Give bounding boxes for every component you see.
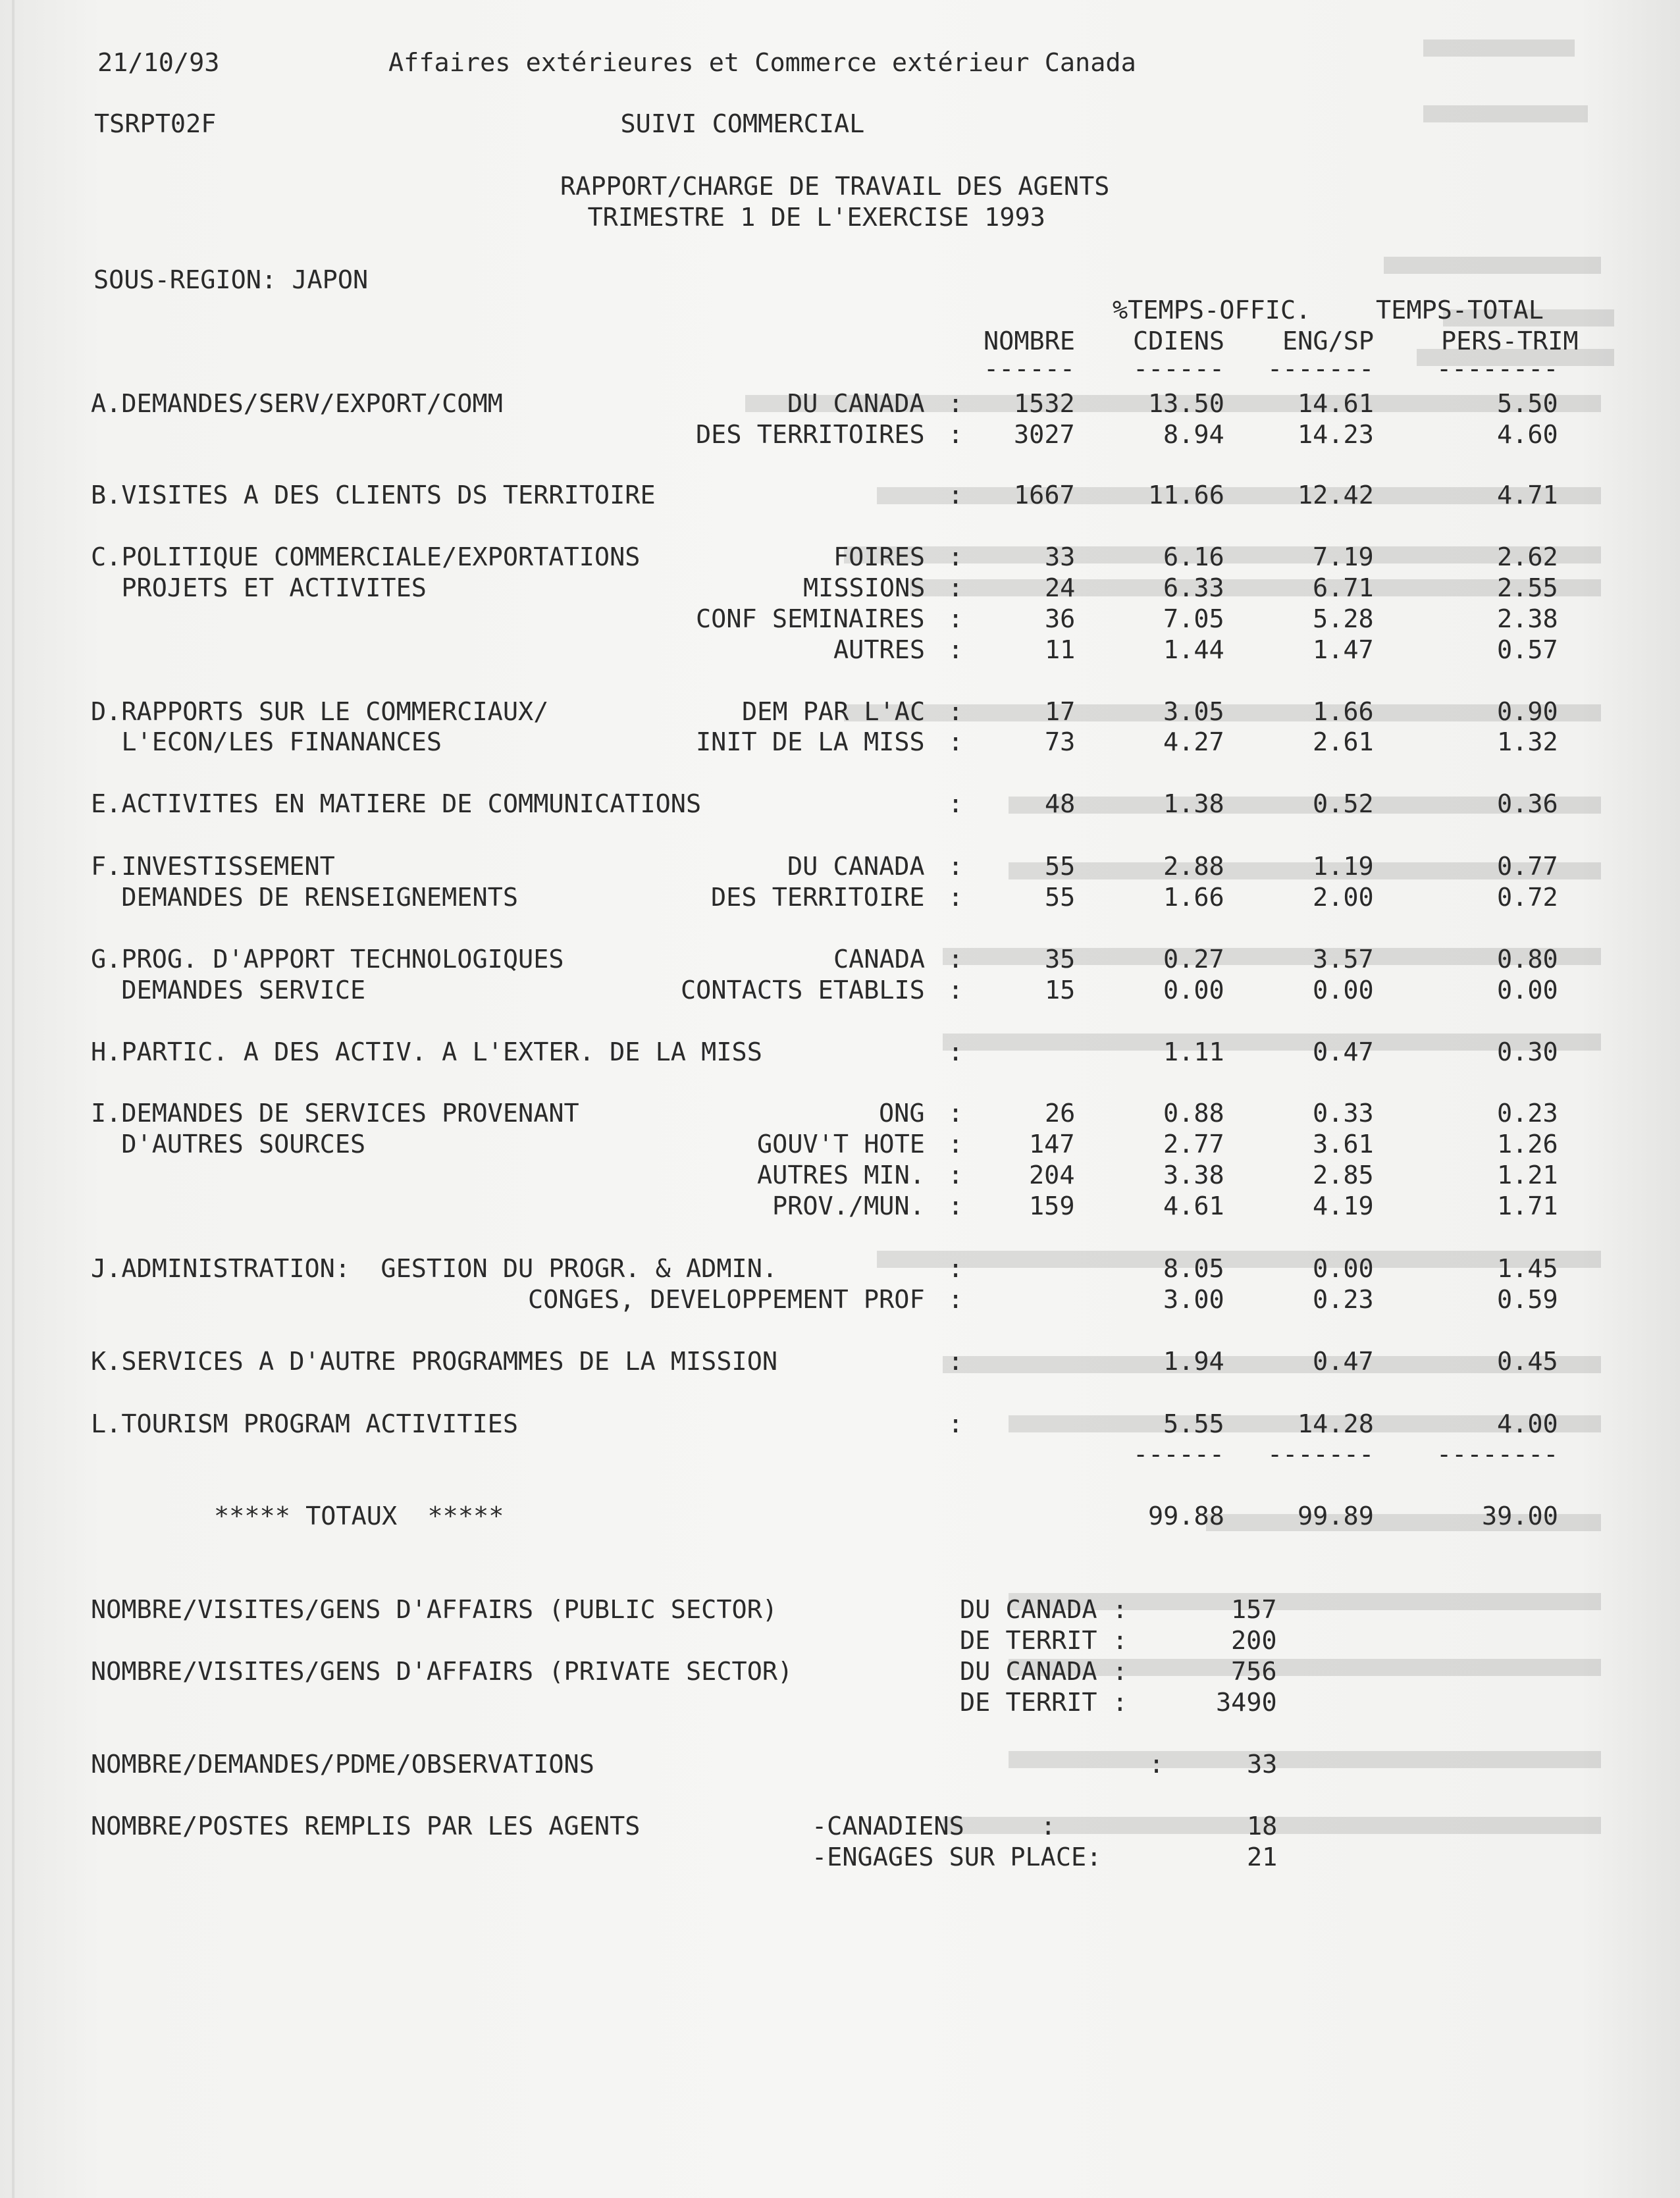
row-cdiens: 3.05	[1163, 697, 1224, 727]
column-cdiens-header: CDIENS	[1133, 327, 1225, 356]
row-colon: :	[948, 1161, 964, 1190]
row-pers-trim: 2.38	[1497, 604, 1558, 634]
row-colon: :	[948, 1254, 964, 1284]
postes-engages-label: -ENGAGES SUR PLACE:	[812, 1843, 1102, 1872]
row-cdiens: 1.38	[1163, 789, 1224, 819]
row-colon: :	[948, 1099, 964, 1128]
row-pers-trim: 0.45	[1497, 1347, 1558, 1376]
row-label: PROJETS ET ACTIVITES	[91, 573, 427, 603]
row-engsp: 1.66	[1313, 697, 1374, 727]
row-engsp: 12.42	[1298, 481, 1374, 510]
totals-pers-trim: 39.00	[1482, 1502, 1558, 1531]
row-nombre: 55	[1045, 883, 1076, 912]
row-label: J.ADMINISTRATION: GESTION DU PROGR. & ADMIN.	[91, 1254, 778, 1284]
row-sub-label: ONG	[879, 1099, 925, 1128]
row-sub-label: CONF SEMINAIRES	[696, 604, 925, 634]
row-engsp: 3.57	[1313, 945, 1374, 974]
row-label: H.PARTIC. A DES ACTIV. A L'EXTER. DE LA MISS	[91, 1037, 762, 1067]
row-nombre: 17	[1045, 697, 1076, 727]
row-colon: :	[948, 1347, 964, 1376]
row-engsp: 14.61	[1298, 389, 1374, 419]
row-pers-trim: 0.23	[1497, 1099, 1558, 1128]
row-engsp: 3.61	[1313, 1130, 1374, 1159]
row-pers-trim: 1.21	[1497, 1161, 1558, 1190]
row-colon: :	[948, 1037, 964, 1067]
row-nombre: 1667	[1014, 481, 1075, 510]
row-engsp: 4.19	[1313, 1191, 1374, 1221]
organization-name: Affaires extérieures et Commerce extérieur Canada	[388, 48, 1136, 78]
row-sub-label: PROV./MUN.	[772, 1191, 925, 1221]
row-colon: :	[948, 1409, 964, 1439]
column-pers-trim-header: PERS-TRIM	[1441, 327, 1579, 356]
row-colon: :	[948, 1130, 964, 1159]
row-pers-trim: 0.36	[1497, 789, 1558, 819]
row-cdiens: 8.05	[1163, 1254, 1224, 1284]
row-sub-label: AUTRES MIN.	[757, 1161, 925, 1190]
subregion-label: SOUS-REGION: JAPON	[93, 265, 369, 295]
row-colon: :	[948, 573, 964, 603]
row-cdiens: 3.38	[1163, 1161, 1224, 1190]
row-colon: :	[948, 976, 964, 1005]
row-colon: :	[948, 1191, 964, 1221]
row-sub-label: DEM PAR L'AC	[742, 697, 926, 727]
row-label: L.TOURISM PROGRAM ACTIVITIES	[91, 1409, 519, 1439]
demandes-value: 33	[1247, 1750, 1278, 1779]
row-pers-trim: 1.26	[1497, 1130, 1558, 1159]
row-engsp: 1.47	[1313, 635, 1374, 665]
row-pers-trim: 2.62	[1497, 542, 1558, 572]
row-cdiens: 1.11	[1163, 1037, 1224, 1067]
row-pers-trim: 5.50	[1497, 389, 1558, 419]
row-pers-trim: 4.71	[1497, 481, 1558, 510]
row-nombre: 15	[1045, 976, 1076, 1005]
row-sub-label: CONGES, DEVELOPPEMENT PROF	[528, 1285, 925, 1315]
row-sub-label: MISSIONS	[803, 573, 926, 603]
row-label: DEMANDES SERVICE	[91, 976, 366, 1005]
report-code: TSRPT02F	[94, 109, 217, 139]
row-cdiens: 1.66	[1163, 883, 1224, 912]
row-cdiens: 4.61	[1163, 1191, 1224, 1221]
row-pers-trim: 1.32	[1497, 727, 1558, 757]
row-engsp: 0.00	[1313, 1254, 1374, 1284]
row-nombre: 36	[1045, 604, 1076, 634]
row-engsp: 0.00	[1313, 976, 1374, 1005]
row-sub-label: CONTACTS ETABLIS	[681, 976, 925, 1005]
row-nombre: 55	[1045, 852, 1076, 881]
row-label: C.POLITIQUE COMMERCIALE/EXPORTATIONS	[91, 542, 641, 572]
row-sub-label: DU CANADA	[787, 389, 925, 419]
row-nombre: 35	[1045, 945, 1076, 974]
column-engsp-header: ENG/SP	[1282, 327, 1375, 356]
row-engsp: 1.19	[1313, 852, 1374, 881]
row-cdiens: 1.94	[1163, 1347, 1224, 1376]
row-cdiens: 5.55	[1163, 1409, 1224, 1439]
row-cdiens: 6.33	[1163, 573, 1224, 603]
row-pers-trim: 2.55	[1497, 573, 1558, 603]
row-cdiens: 4.27	[1163, 727, 1224, 757]
row-colon: :	[948, 852, 964, 881]
row-cdiens: 2.88	[1163, 852, 1224, 881]
row-nombre: 33	[1045, 542, 1076, 572]
postes-canadiens-value: 18	[1247, 1812, 1278, 1841]
totals-engsp: 99.89	[1298, 1502, 1374, 1531]
row-nombre: 48	[1045, 789, 1076, 819]
totals-label: ***** TOTAUX *****	[214, 1502, 504, 1531]
row-colon: :	[948, 542, 964, 572]
totals-cdiens: 99.88	[1148, 1502, 1224, 1531]
row-nombre: 1532	[1014, 389, 1075, 419]
row-engsp: 7.19	[1313, 542, 1374, 572]
postes-canadiens-label: -CANADIENS :	[812, 1812, 1056, 1841]
row-cdiens: 7.05	[1163, 604, 1224, 634]
system-name: SUIVI COMMERCIAL	[620, 109, 865, 139]
row-nombre: 11	[1045, 635, 1076, 665]
row-pers-trim: 0.90	[1497, 697, 1558, 727]
row-label: D.RAPPORTS SUR LE COMMERCIAUX/	[91, 697, 549, 727]
row-cdiens: 3.00	[1163, 1285, 1224, 1315]
row-engsp: 14.23	[1298, 420, 1374, 450]
totals-rule: ------	[1133, 1440, 1225, 1469]
row-engsp: 14.28	[1298, 1409, 1374, 1439]
row-sub-label: FOIRES	[833, 542, 926, 572]
row-label: B.VISITES A DES CLIENTS DS TERRITOIRE	[91, 481, 656, 510]
row-cdiens: 1.44	[1163, 635, 1224, 665]
row-pers-trim: 1.45	[1497, 1254, 1558, 1284]
column-rule: --------	[1436, 354, 1559, 384]
demandes-colon: :	[1149, 1750, 1165, 1779]
public-sector-label: NOMBRE/VISITES/GENS D'AFFAIRS (PUBLIC SECTOR)	[91, 1595, 778, 1625]
row-engsp: 2.00	[1313, 883, 1374, 912]
private-territ-label: DE TERRIT :	[960, 1688, 1128, 1717]
row-nombre: 73	[1045, 727, 1076, 757]
row-engsp: 0.47	[1313, 1037, 1374, 1067]
report-subtitle: TRIMESTRE 1 DE L'EXERCISE 1993	[587, 203, 1045, 232]
totals-rule: -------	[1267, 1440, 1375, 1469]
row-nombre: 204	[1029, 1161, 1075, 1190]
row-cdiens: 13.50	[1148, 389, 1224, 419]
row-cdiens: 0.27	[1163, 945, 1224, 974]
row-label: DEMANDES DE RENSEIGNEMENTS	[91, 883, 519, 912]
row-nombre: 26	[1045, 1099, 1076, 1128]
public-territ-label: DE TERRIT :	[960, 1626, 1128, 1656]
row-colon: :	[948, 789, 964, 819]
column-rule: ------	[1133, 354, 1225, 384]
row-pers-trim: 4.00	[1497, 1409, 1558, 1439]
row-sub-label: INIT DE LA MISS	[696, 727, 925, 757]
row-pers-trim: 0.77	[1497, 852, 1558, 881]
row-engsp: 6.71	[1313, 573, 1374, 603]
row-sub-label: AUTRES	[833, 635, 926, 665]
private-territ-value: 3490	[1216, 1688, 1277, 1717]
row-label: A.DEMANDES/SERV/EXPORT/COMM	[91, 389, 503, 419]
row-cdiens: 0.00	[1163, 976, 1224, 1005]
postes-engages-value: 21	[1247, 1843, 1278, 1872]
row-pers-trim: 0.30	[1497, 1037, 1558, 1067]
row-label: I.DEMANDES DE SERVICES PROVENANT	[91, 1099, 579, 1128]
row-label: K.SERVICES A D'AUTRE PROGRAMMES DE LA MISSION	[91, 1347, 778, 1376]
row-nombre: 3027	[1014, 420, 1075, 450]
row-sub-label: DU CANADA	[787, 852, 925, 881]
row-colon: :	[948, 604, 964, 634]
row-sub-label: GOUV'T HOTE	[757, 1130, 925, 1159]
row-label: D'AUTRES SOURCES	[91, 1130, 366, 1159]
postes-label: NOMBRE/POSTES REMPLIS PAR LES AGENTS	[91, 1812, 641, 1841]
row-cdiens: 11.66	[1148, 481, 1224, 510]
row-engsp: 0.47	[1313, 1347, 1374, 1376]
row-pers-trim: 1.71	[1497, 1191, 1558, 1221]
public-canada-label: DU CANADA :	[960, 1595, 1128, 1625]
row-engsp: 0.33	[1313, 1099, 1374, 1128]
row-nombre: 147	[1029, 1130, 1075, 1159]
column-group-header: %TEMPS-OFFIC.	[1113, 296, 1311, 325]
column-total-header: TEMPS-TOTAL	[1376, 296, 1544, 325]
row-colon: :	[948, 389, 964, 419]
row-cdiens: 0.88	[1163, 1099, 1224, 1128]
row-colon: :	[948, 727, 964, 757]
row-colon: :	[948, 481, 964, 510]
row-sub-label: DES TERRITOIRE	[711, 883, 925, 912]
row-label: E.ACTIVITES EN MATIERE DE COMMUNICATIONS	[91, 789, 702, 819]
demandes-label: NOMBRE/DEMANDES/PDME/OBSERVATIONS	[91, 1750, 594, 1779]
row-colon: :	[948, 883, 964, 912]
row-nombre: 159	[1029, 1191, 1075, 1221]
public-territ-value: 200	[1231, 1626, 1277, 1656]
column-rule: -------	[1267, 354, 1375, 384]
row-colon: :	[948, 420, 964, 450]
row-engsp: 2.85	[1313, 1161, 1374, 1190]
row-engsp: 0.23	[1313, 1285, 1374, 1315]
row-colon: :	[948, 945, 964, 974]
row-label: G.PROG. D'APPORT TECHNOLOGIQUES	[91, 945, 564, 974]
row-nombre: 24	[1045, 573, 1076, 603]
row-colon: :	[948, 1285, 964, 1315]
column-nombre-header: NOMBRE	[984, 327, 1076, 356]
public-canada-value: 157	[1231, 1595, 1277, 1625]
column-rule: ------	[984, 354, 1076, 384]
row-pers-trim: 4.60	[1497, 420, 1558, 450]
row-pers-trim: 0.59	[1497, 1285, 1558, 1315]
row-cdiens: 6.16	[1163, 542, 1224, 572]
row-sub-label: CANADA	[833, 945, 926, 974]
row-engsp: 2.61	[1313, 727, 1374, 757]
private-canada-value: 756	[1231, 1657, 1277, 1687]
private-canada-label: DU CANADA :	[960, 1657, 1128, 1687]
row-sub-label: DES TERRITOIRES	[696, 420, 925, 450]
row-cdiens: 2.77	[1163, 1130, 1224, 1159]
row-pers-trim: 0.72	[1497, 883, 1558, 912]
row-label: L'ECON/LES FINANANCES	[91, 727, 442, 757]
report-date: 21/10/93	[97, 48, 220, 78]
row-colon: :	[948, 635, 964, 665]
totals-rule: --------	[1436, 1440, 1559, 1469]
row-engsp: 0.52	[1313, 789, 1374, 819]
private-sector-label: NOMBRE/VISITES/GENS D'AFFAIRS (PRIVATE SECTOR)	[91, 1657, 793, 1687]
row-colon: :	[948, 697, 964, 727]
row-pers-trim: 0.57	[1497, 635, 1558, 665]
row-cdiens: 8.94	[1163, 420, 1224, 450]
row-pers-trim: 0.80	[1497, 945, 1558, 974]
row-engsp: 5.28	[1313, 604, 1374, 634]
row-pers-trim: 0.00	[1497, 976, 1558, 1005]
report-title: RAPPORT/CHARGE DE TRAVAIL DES AGENTS	[560, 172, 1110, 201]
row-label: F.INVESTISSEMENT	[91, 852, 335, 881]
